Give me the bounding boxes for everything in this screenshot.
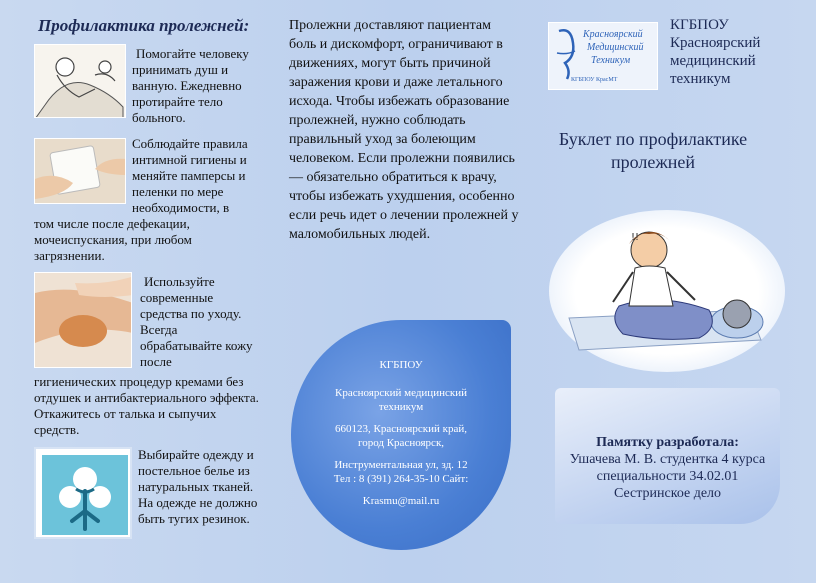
booklet-title: Буклет по профилактике пролежней [558,129,748,172]
tip-skin-care: Используйте современные средства по уходу. Всегда обрабатывайте кожу после [140,274,253,369]
contact-email[interactable]: Krasmu@mail.ru [362,495,440,507]
cotton-icon [34,447,132,539]
care-illustration [549,210,785,372]
author-line2: специальности 34.02.01 [596,469,739,484]
org-line2: Красноярский [670,35,761,51]
hygiene-image [34,138,126,204]
logo-line2: Медицинский [587,42,644,53]
org-line3: медицинский [670,53,756,69]
org-name [670,16,760,88]
skin-care-image [34,272,132,368]
contact-address2: Инструментальная ул, зд. 12 [334,459,468,471]
tip-hygiene-cont: том числе после дефекации, мочеиспускания, при любом загрязнении. [34,216,192,263]
contact-address1: 660123, Красноярский край, город Красноярск, [335,423,467,449]
tip-clothing: Выбирайте одежду и постельное белье из натуральных тканей. На одежде не должно быть тугих резинок. [138,447,258,526]
logo-small: КГБПОУ КрасМТ [571,77,618,83]
org-short: КГБПОУ [670,17,729,33]
svg-text:!!: !! [631,232,640,243]
org-line4: техникум [670,71,731,87]
contact-org-short: КГБПОУ [379,359,423,371]
tip-skin-care-cont: гигиенических процедур кремами без отдушек и антибактериального эффекта. Откажитесь от талька и сыпучих средств. [34,374,259,437]
tip-hygiene: Соблюдайте правила интимной гигиены и меняйте памперсы и пеленки по мере необходимости, в [132,136,248,215]
tip-shower: Помогайте человеку принимать душ и ванную. Ежедневно протирайте тело больного. [132,46,249,125]
logo-line3: Техникум [591,55,631,66]
shower-care-image [34,44,126,118]
main-paragraph: Пролежни доставляют пациентам боль и дискомфорт, ограничивают в движениях, могут быть причиной заражения крови и даже летального исхода. Чтобы избежать образование пролежней, нужно соблюдать правильный уход за болеющим человеком. Если пролежни появились — обязательно обратиться к врачу, чтобы избежать ухудшения, особенно если речь идет о лечении пролежней у маломобильных людей. [289,18,519,242]
college-logo [548,22,658,90]
contact-org-full: Красноярский медицинский техникум [335,387,467,413]
contact-drop [291,320,511,550]
author-line1: Ушачева М. В. студентка 4 курса [569,452,766,467]
section-title: Профилактика пролежней: [38,16,250,35]
contact-phone: Тел : 8 (391) 264-35-10 Сайт: [333,473,469,485]
author-box [555,388,780,524]
author-head: Памятку разработала: [596,435,739,450]
author-line3: Сестринское дело [613,486,722,501]
logo-line1: Красноярский [583,29,643,40]
